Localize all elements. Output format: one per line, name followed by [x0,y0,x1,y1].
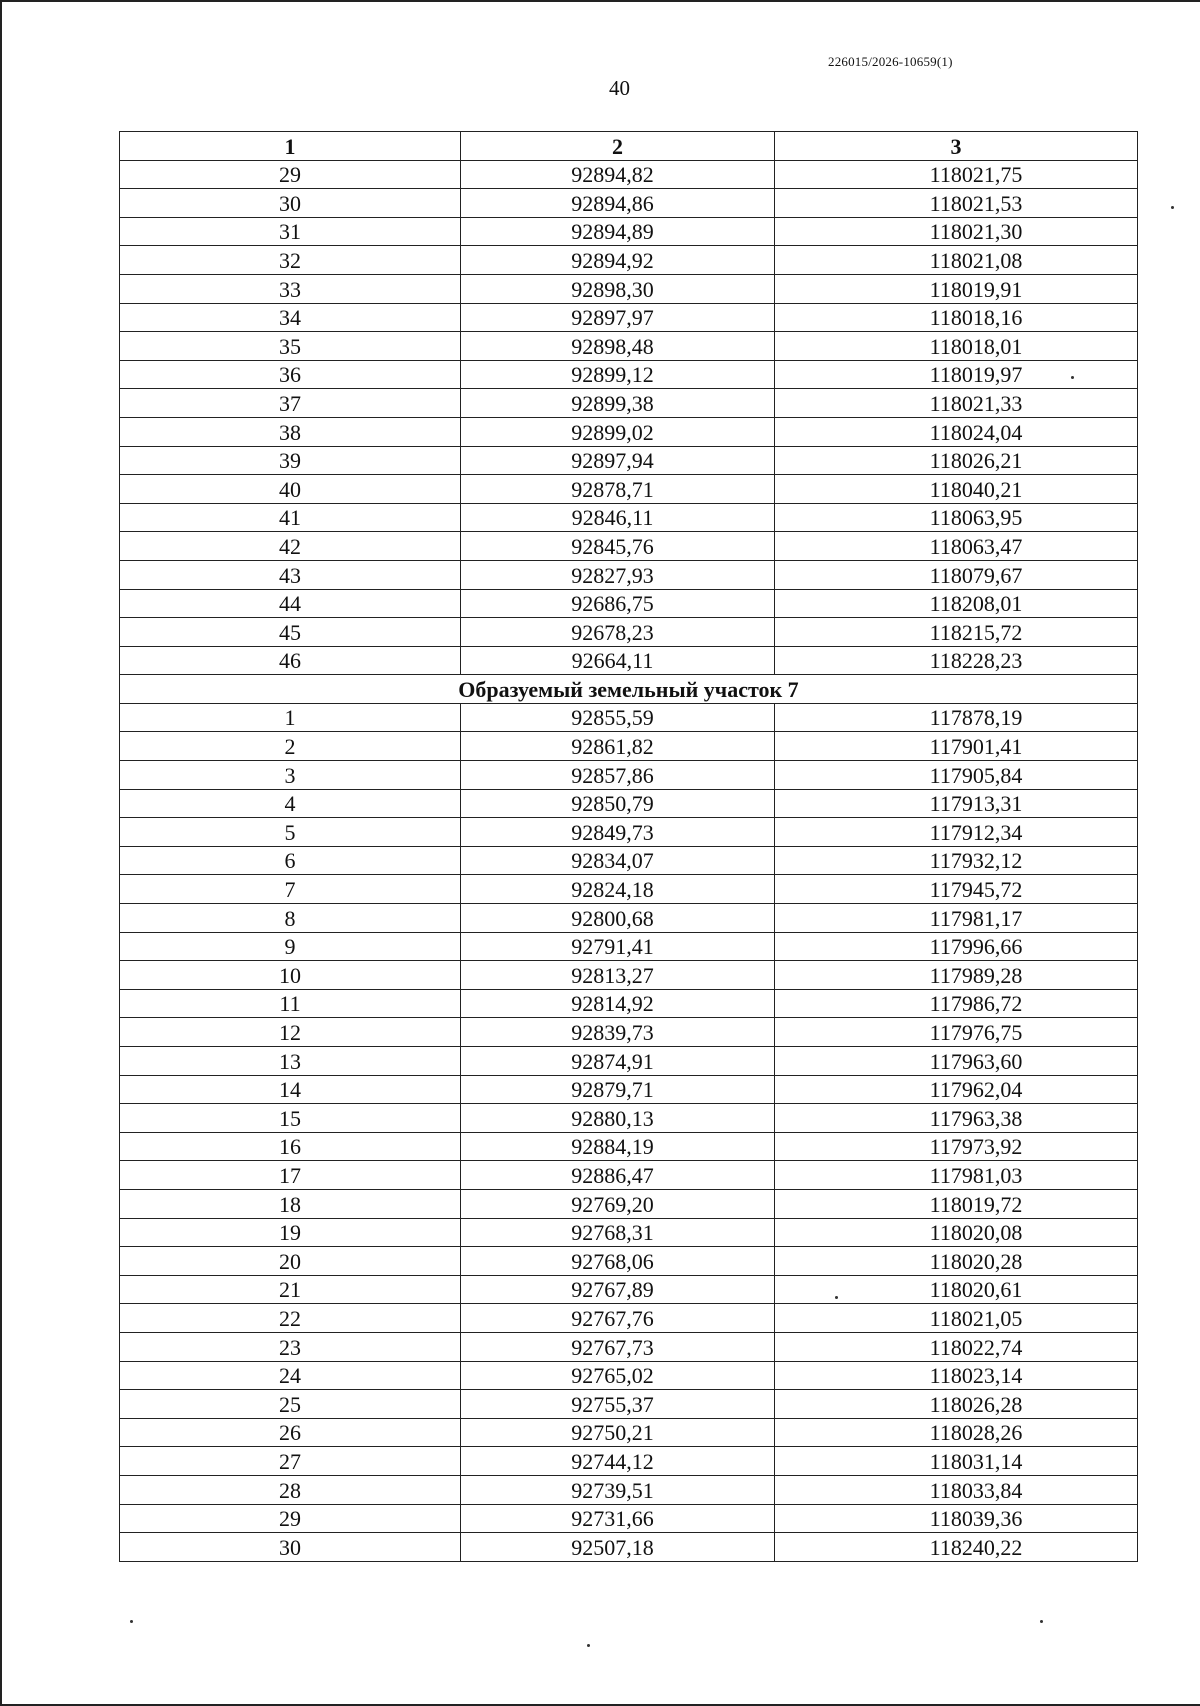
table-row [120,1132,1138,1161]
column-header-3: 3 [775,132,1138,161]
table-row [120,589,1138,618]
coordinate-y-cell: 117913,31 [775,789,1138,818]
table-row [120,1161,1138,1190]
coordinate-x-cell: 92834,07 [461,846,775,875]
table-row [120,1275,1138,1304]
point-number-cell: 24 [120,1361,461,1390]
point-number-cell: 17 [120,1161,461,1190]
point-number-cell: 39 [120,446,461,475]
coordinate-y-cell: 118019,97 [775,360,1138,389]
point-number-cell: 18 [120,1189,461,1218]
coordinate-x-cell: 92744,12 [461,1447,775,1476]
coordinate-y-cell: 117912,34 [775,818,1138,847]
coordinate-y-cell: 117973,92 [775,1132,1138,1161]
coordinate-y-cell: 118020,08 [775,1218,1138,1247]
point-number-cell: 42 [120,532,461,561]
coordinate-x-cell: 92767,73 [461,1332,775,1361]
coordinate-y-cell: 118021,30 [775,217,1138,246]
point-number-cell: 30 [120,1533,461,1562]
coordinate-x-cell: 92845,76 [461,532,775,561]
coordinate-x-cell: 92878,71 [461,475,775,504]
coordinate-x-cell: 92894,82 [461,160,775,189]
coordinate-y-cell: 118021,08 [775,246,1138,275]
table-row [120,1247,1138,1276]
point-number-cell: 2 [120,732,461,761]
point-number-cell: 1 [120,703,461,732]
table-row [120,875,1138,904]
coordinate-y-cell: 118023,14 [775,1361,1138,1390]
coordinate-x-cell: 92791,41 [461,932,775,961]
coordinate-x-cell: 92827,93 [461,560,775,589]
point-number-cell: 32 [120,246,461,275]
coordinate-y-cell: 118063,47 [775,532,1138,561]
coordinate-x-cell: 92897,94 [461,446,775,475]
coordinate-x-cell: 92824,18 [461,875,775,904]
table-row [120,761,1138,790]
table-row [120,560,1138,589]
coordinate-y-cell: 117963,38 [775,1104,1138,1133]
point-number-cell: 16 [120,1132,461,1161]
coordinate-x-cell: 92884,19 [461,1132,775,1161]
coordinate-x-cell: 92874,91 [461,1047,775,1076]
section-row [120,675,1138,704]
scan-speck [835,1296,838,1299]
coordinate-y-cell: 118019,72 [775,1189,1138,1218]
coordinate-y-cell: 117932,12 [775,846,1138,875]
coordinate-x-cell: 92768,31 [461,1218,775,1247]
coordinate-y-cell: 117981,03 [775,1161,1138,1190]
coordinate-x-cell: 92839,73 [461,1018,775,1047]
coordinate-y-cell: 118039,36 [775,1504,1138,1533]
coordinate-y-cell: 118033,84 [775,1475,1138,1504]
coordinate-y-cell: 118018,01 [775,332,1138,361]
table-row [120,1047,1138,1076]
coordinate-x-cell: 92861,82 [461,732,775,761]
coordinate-x-cell: 92849,73 [461,818,775,847]
column-header-1: 1 [120,132,461,161]
table-row [120,961,1138,990]
table-header-row [120,132,1138,161]
coordinate-x-cell: 92899,38 [461,389,775,418]
coordinate-y-cell: 118040,21 [775,475,1138,504]
point-number-cell: 27 [120,1447,461,1476]
coordinate-x-cell: 92686,75 [461,589,775,618]
point-number-cell: 40 [120,475,461,504]
point-number-cell: 26 [120,1418,461,1447]
coordinate-x-cell: 92894,92 [461,246,775,275]
coordinate-y-cell: 118018,16 [775,303,1138,332]
point-number-cell: 36 [120,360,461,389]
point-number-cell: 14 [120,1075,461,1104]
coordinate-y-cell: 118208,01 [775,589,1138,618]
coordinate-x-cell: 92664,11 [461,646,775,675]
point-number-cell: 5 [120,818,461,847]
coordinate-x-cell: 92739,51 [461,1475,775,1504]
table-row [120,189,1138,218]
coordinate-x-cell: 92507,18 [461,1533,775,1562]
table-row [120,246,1138,275]
coordinate-y-cell: 118021,53 [775,189,1138,218]
coordinate-x-cell: 92857,86 [461,761,775,790]
point-number-cell: 10 [120,961,461,990]
coordinate-y-cell: 117878,19 [775,703,1138,732]
coordinate-y-cell: 118021,05 [775,1304,1138,1333]
table-row [120,1390,1138,1419]
point-number-cell: 35 [120,332,461,361]
table-row [120,360,1138,389]
coordinate-x-cell: 92899,02 [461,417,775,446]
table-row [120,1361,1138,1390]
coordinate-y-cell: 118020,28 [775,1247,1138,1276]
coordinate-x-cell: 92894,86 [461,189,775,218]
coordinate-y-cell: 118019,91 [775,274,1138,303]
table-row [120,417,1138,446]
coordinates-table [119,131,1138,1562]
point-number-cell: 8 [120,904,461,933]
table-row [120,1075,1138,1104]
table-row [120,1418,1138,1447]
scan-speck [587,1644,590,1647]
coordinate-x-cell: 92899,12 [461,360,775,389]
table-row [120,1447,1138,1476]
table-row [120,274,1138,303]
point-number-cell: 29 [120,1504,461,1533]
coordinate-y-cell: 118026,28 [775,1390,1138,1419]
coordinate-x-cell: 92767,76 [461,1304,775,1333]
table-row [120,303,1138,332]
table-row [120,532,1138,561]
coordinate-x-cell: 92765,02 [461,1361,775,1390]
coordinate-x-cell: 92880,13 [461,1104,775,1133]
point-number-cell: 4 [120,789,461,818]
coordinate-y-cell: 118063,95 [775,503,1138,532]
coordinate-x-cell: 92750,21 [461,1418,775,1447]
coordinate-y-cell: 118240,22 [775,1533,1138,1562]
table-row [120,618,1138,647]
point-number-cell: 6 [120,846,461,875]
coordinate-x-cell: 92800,68 [461,904,775,933]
point-number-cell: 15 [120,1104,461,1133]
table-row [120,217,1138,246]
coordinate-y-cell: 117901,41 [775,732,1138,761]
coordinate-x-cell: 92894,89 [461,217,775,246]
table-row [120,1104,1138,1133]
coordinate-y-cell: 117989,28 [775,961,1138,990]
coordinate-x-cell: 92850,79 [461,789,775,818]
table-row [120,160,1138,189]
point-number-cell: 44 [120,589,461,618]
point-number-cell: 28 [120,1475,461,1504]
coordinate-x-cell: 92814,92 [461,989,775,1018]
table-row [120,703,1138,732]
coordinate-x-cell: 92898,48 [461,332,775,361]
point-number-cell: 46 [120,646,461,675]
point-number-cell: 13 [120,1047,461,1076]
table-row [120,1304,1138,1333]
coordinate-y-cell: 117945,72 [775,875,1138,904]
coordinate-y-cell: 118022,74 [775,1332,1138,1361]
table-row [120,1475,1138,1504]
scan-speck [1171,206,1174,209]
coordinate-x-cell: 92879,71 [461,1075,775,1104]
section-title: Образуемый земельный участок 7 [120,675,1138,704]
scan-speck [1071,376,1074,379]
point-number-cell: 3 [120,761,461,790]
coordinate-x-cell: 92897,97 [461,303,775,332]
coordinate-y-cell: 118079,67 [775,560,1138,589]
point-number-cell: 7 [120,875,461,904]
point-number-cell: 31 [120,217,461,246]
table-row [120,789,1138,818]
table-row [120,818,1138,847]
coordinate-y-cell: 118031,14 [775,1447,1138,1476]
table-row [120,989,1138,1018]
coordinate-x-cell: 92755,37 [461,1390,775,1419]
coordinate-y-cell: 118028,26 [775,1418,1138,1447]
point-number-cell: 21 [120,1275,461,1304]
coordinate-y-cell: 117986,72 [775,989,1138,1018]
coordinate-x-cell: 92768,06 [461,1247,775,1276]
coordinate-x-cell: 92813,27 [461,961,775,990]
table-row [120,1533,1138,1562]
coordinate-y-cell: 117996,66 [775,932,1138,961]
coordinate-y-cell: 117905,84 [775,761,1138,790]
coordinate-x-cell: 92767,89 [461,1275,775,1304]
coordinate-x-cell: 92731,66 [461,1504,775,1533]
coordinate-y-cell: 118020,61 [775,1275,1138,1304]
coordinate-y-cell: 117976,75 [775,1018,1138,1047]
point-number-cell: 29 [120,160,461,189]
coordinate-x-cell: 92886,47 [461,1161,775,1190]
document-number: 226015/2026-10659(1) [828,54,953,69]
point-number-cell: 38 [120,417,461,446]
table-row [120,904,1138,933]
coordinate-y-cell: 117981,17 [775,904,1138,933]
table-row [120,846,1138,875]
coordinate-y-cell: 118021,75 [775,160,1138,189]
table-row [120,332,1138,361]
coordinate-y-cell: 118026,21 [775,446,1138,475]
coordinate-y-cell: 118024,04 [775,417,1138,446]
table-row [120,1332,1138,1361]
coordinate-x-cell: 92769,20 [461,1189,775,1218]
table-row [120,446,1138,475]
table-row [120,1504,1138,1533]
point-number-cell: 25 [120,1390,461,1419]
scan-speck [1040,1620,1043,1623]
point-number-cell: 33 [120,274,461,303]
table-body [120,160,1138,1561]
column-header-2: 2 [461,132,775,161]
point-number-cell: 41 [120,503,461,532]
point-number-cell: 43 [120,560,461,589]
point-number-cell: 45 [120,618,461,647]
scan-speck [130,1620,133,1623]
table-row [120,732,1138,761]
table-row [120,475,1138,504]
table-row [120,646,1138,675]
table-row [120,1218,1138,1247]
point-number-cell: 9 [120,932,461,961]
point-number-cell: 22 [120,1304,461,1333]
point-number-cell: 19 [120,1218,461,1247]
table-row [120,503,1138,532]
coordinate-y-cell: 118215,72 [775,618,1138,647]
table-row [120,932,1138,961]
point-number-cell: 23 [120,1332,461,1361]
table-row [120,1189,1138,1218]
point-number-cell: 12 [120,1018,461,1047]
coordinate-x-cell: 92898,30 [461,274,775,303]
coordinate-x-cell: 92855,59 [461,703,775,732]
point-number-cell: 30 [120,189,461,218]
coordinate-y-cell: 118021,33 [775,389,1138,418]
point-number-cell: 11 [120,989,461,1018]
coordinate-y-cell: 117963,60 [775,1047,1138,1076]
coordinate-y-cell: 117962,04 [775,1075,1138,1104]
page-number: 40 [609,76,630,100]
coordinate-x-cell: 92846,11 [461,503,775,532]
coordinate-x-cell: 92678,23 [461,618,775,647]
coordinate-y-cell: 118228,23 [775,646,1138,675]
table-row [120,1018,1138,1047]
point-number-cell: 37 [120,389,461,418]
point-number-cell: 34 [120,303,461,332]
table-row [120,389,1138,418]
point-number-cell: 20 [120,1247,461,1276]
